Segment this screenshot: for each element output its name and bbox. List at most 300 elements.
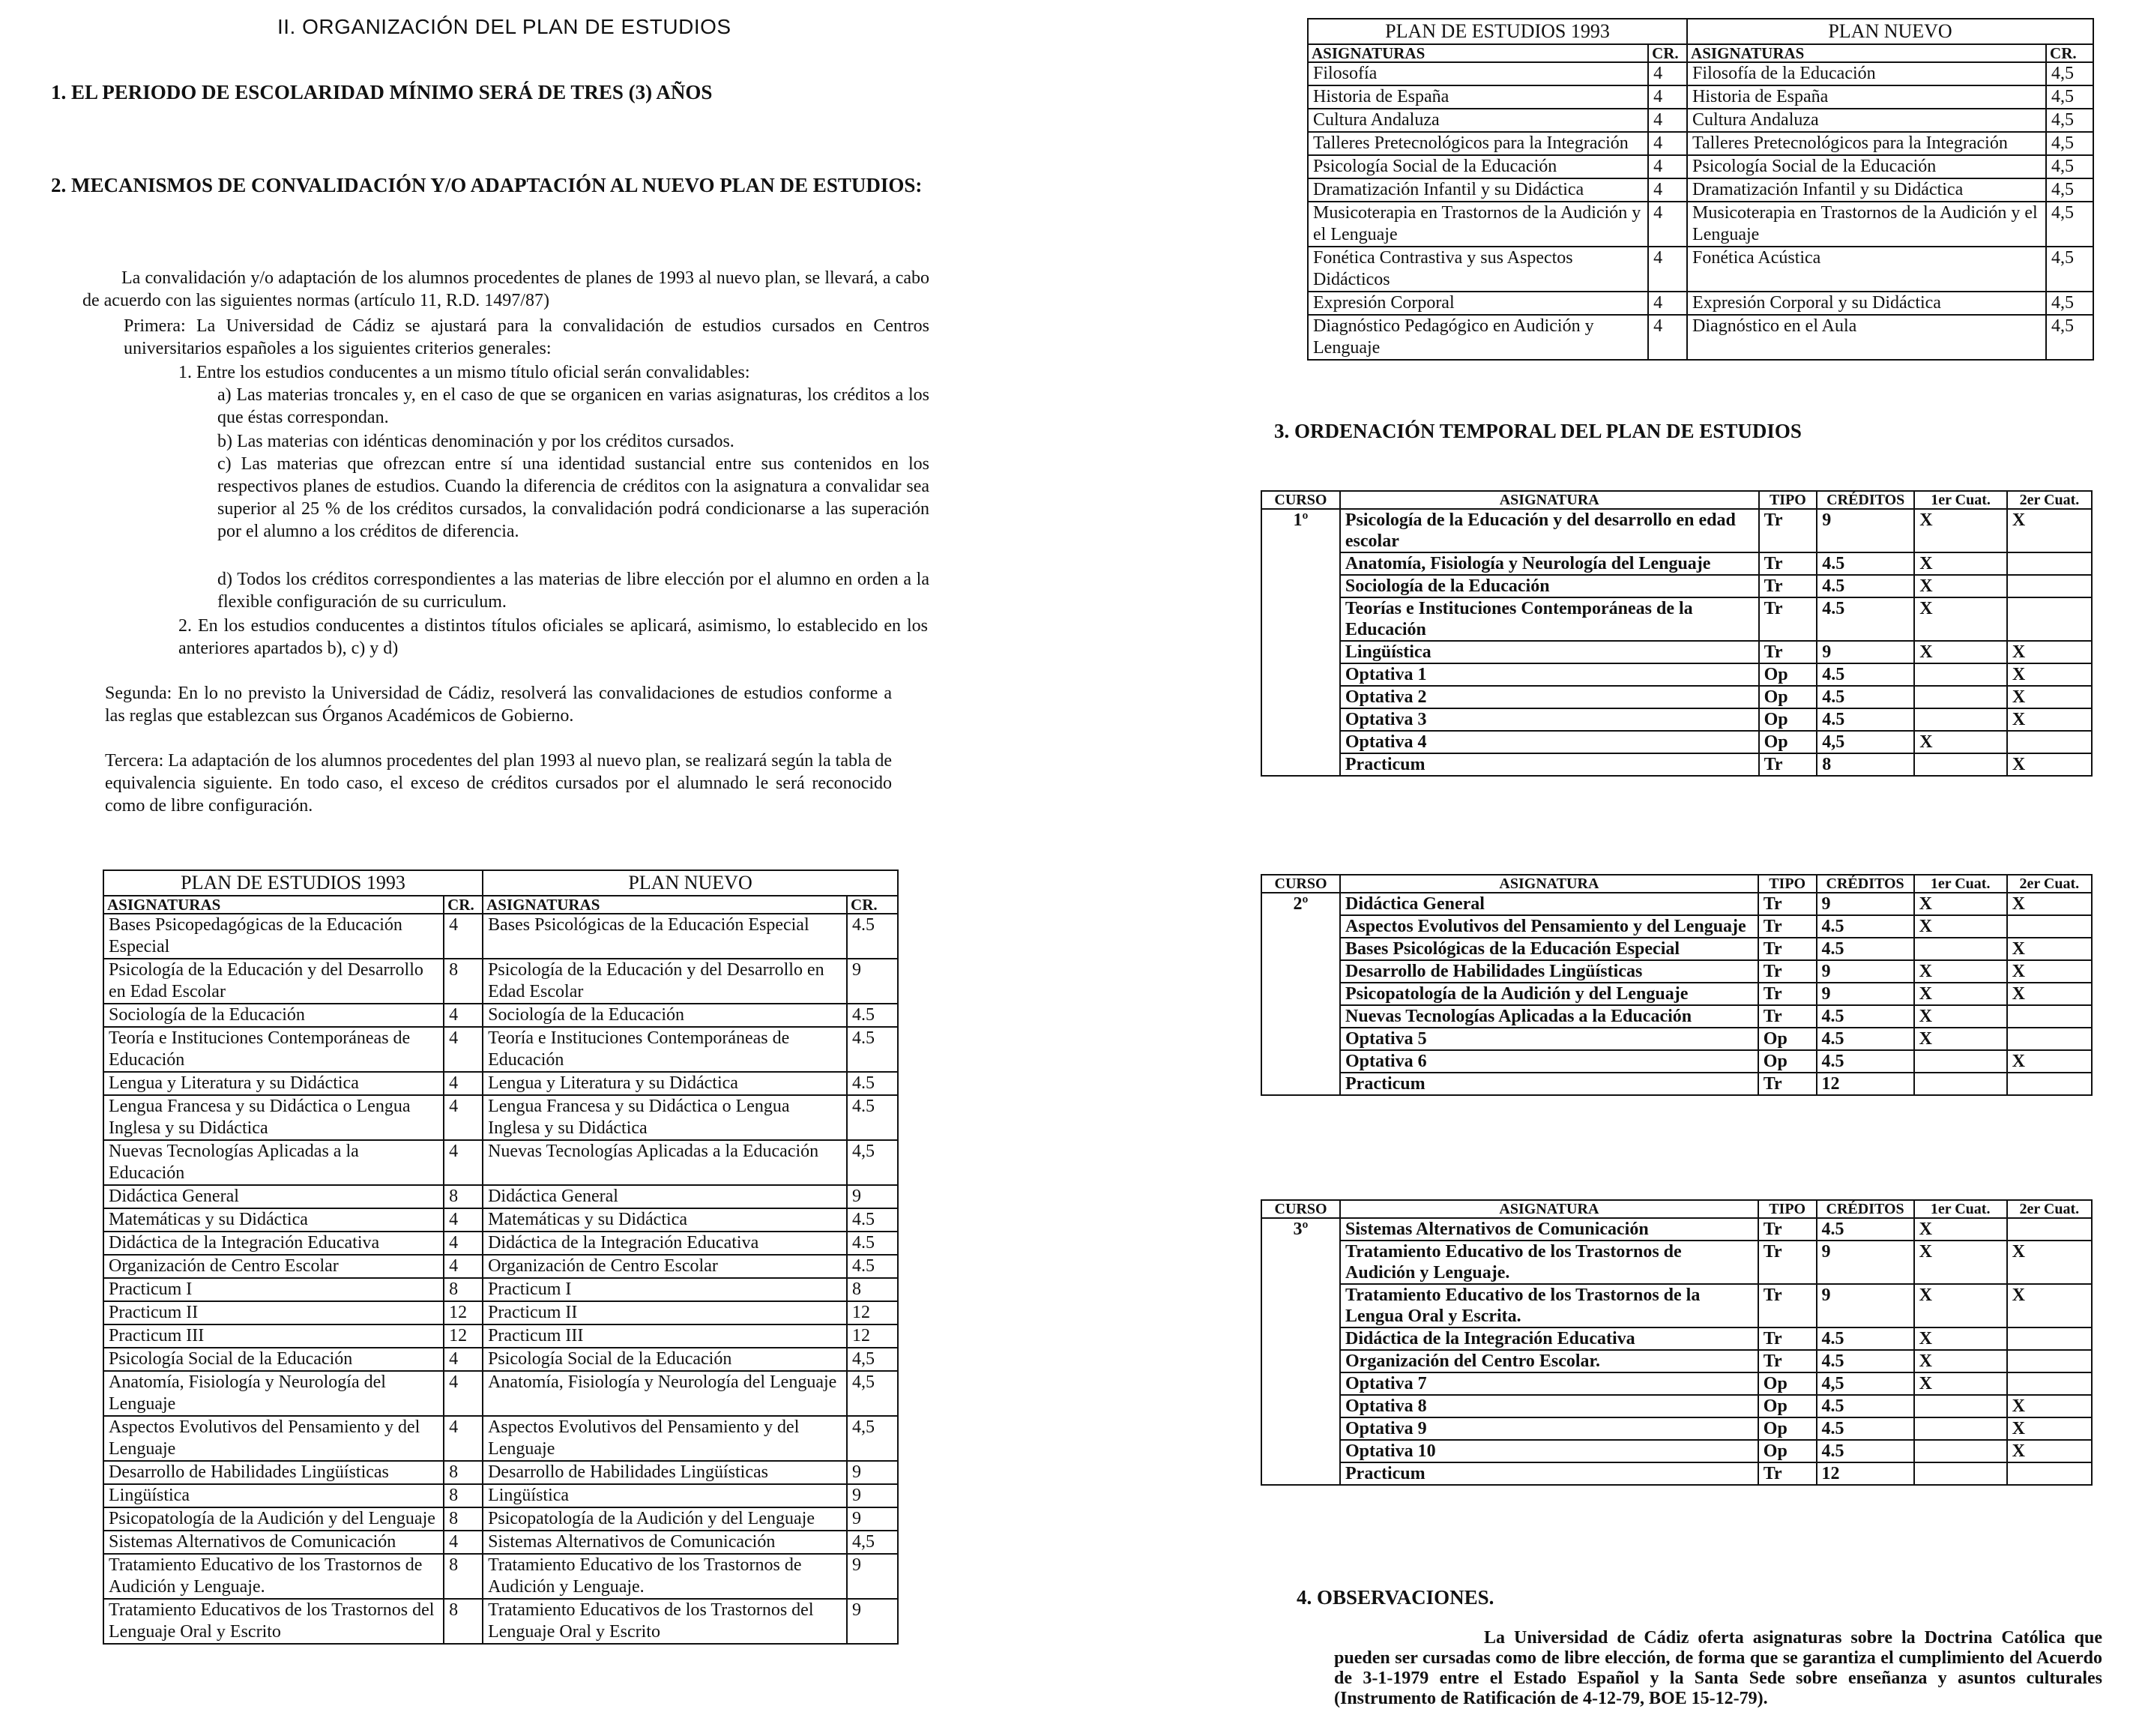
old-credits-cell: 4 (444, 1232, 483, 1255)
old-subject-cell: Historia de España (1308, 85, 1648, 109)
credits-cell: 4,5 (1817, 1372, 1914, 1395)
first-term-cell (1914, 753, 2007, 776)
schedule-row (1261, 663, 2092, 686)
old-credits-cell: 4 (1648, 178, 1687, 202)
new-credits-cell: 4,5 (2046, 109, 2093, 132)
second-term-cell (2007, 1350, 2092, 1372)
first-term-header: 1er Cuat. (1914, 491, 2007, 509)
table-row (103, 1255, 898, 1278)
new-credits-cell: 4.5 (847, 1095, 898, 1140)
schedule-row (1261, 1440, 2092, 1462)
subjects-header: ASIGNATURAS (483, 896, 847, 914)
new-subject-cell: Tratamiento Educativos de los Trastornos del Lenguaje Oral y Escrito (483, 1599, 847, 1644)
credits-header: CRÉDITOS (1817, 491, 1914, 509)
course-cell: 3º (1261, 1218, 1340, 1485)
subject-header: ASIGNATURA (1340, 1200, 1758, 1218)
new-credits-cell: 4,5 (847, 1371, 898, 1416)
credits-header: CRÉDITOS (1817, 875, 1914, 893)
old-credits-cell: 4 (1648, 202, 1687, 247)
new-credits-cell: 9 (847, 1507, 898, 1531)
old-credits-cell: 8 (444, 1507, 483, 1531)
table-row (1308, 247, 2093, 292)
subject-cell: Teorías e Instituciones Contemporáneas de la Educación (1340, 597, 1759, 641)
new-subject-cell: Lingüística (483, 1484, 847, 1507)
type-cell: Tr (1758, 1073, 1817, 1095)
schedule-row (1261, 893, 2092, 915)
credits-cell: 4.5 (1817, 915, 1914, 938)
norm-a: a) Las materias troncales y, en el caso de que se organicen en varias asignaturas, los créditos a los que éstas correspondan. (217, 385, 929, 427)
old-subject-cell: Diagnóstico Pedagógico en Audición y Lenguaje (1308, 315, 1648, 360)
schedule-row (1261, 1218, 2092, 1241)
new-subject-cell: Talleres Pretecnológicos para la Integración (1687, 132, 2046, 155)
new-subject-cell: Didáctica General (483, 1185, 847, 1208)
first-term-cell: X (1914, 1028, 2007, 1050)
section-3-title: 3. ORDENACIÓN TEMPORAL DEL PLAN DE ESTUDIOS (1274, 420, 1802, 442)
credits-cell: 4.5 (1817, 1327, 1914, 1350)
new-subject-cell: Sistemas Alternativos de Comunicación (483, 1531, 847, 1554)
second-term-cell: X (2007, 663, 2092, 686)
new-credits-cell: 4,5 (2046, 202, 2093, 247)
type-cell: Op (1759, 731, 1817, 753)
schedule-row (1261, 509, 2092, 552)
type-cell: Op (1759, 663, 1817, 686)
table-row (103, 1531, 898, 1554)
subject-cell: Desarrollo de Habilidades Lingüísticas (1340, 960, 1758, 983)
first-term-cell: X (1914, 1350, 2007, 1372)
type-cell: Tr (1759, 753, 1817, 776)
credits-header: CR. (847, 896, 898, 914)
schedule-row (1261, 641, 2092, 663)
type-cell: Tr (1759, 597, 1817, 641)
old-subject-cell: Anatomía, Fisiología y Neurología del Lenguaje (103, 1371, 444, 1416)
old-credits-cell: 4 (1648, 315, 1687, 360)
first-term-cell (1914, 1050, 2007, 1073)
table-row (1308, 85, 2093, 109)
norm-d: d) Todos los créditos correspondientes a las materias de libre elección por el alumno en orden a la flexible configuración de su curriculum. (217, 570, 929, 612)
new-subject-cell: Cultura Andaluza (1687, 109, 2046, 132)
new-credits-cell: 4,5 (2046, 85, 2093, 109)
second-term-cell (2007, 552, 2092, 575)
old-subject-cell: Tratamiento Educativo de los Trastornos de Audición y Lenguaje. (103, 1554, 444, 1599)
subject-cell: Optativa 10 (1340, 1440, 1758, 1462)
norm-1: 1. Entre los estudios conducentes a un mismo título oficial serán convalidables: (178, 363, 750, 382)
second-term-cell (2007, 1372, 2092, 1395)
new-credits-cell: 4.5 (847, 1255, 898, 1278)
type-cell: Op (1759, 686, 1817, 708)
first-term-cell: X (1914, 731, 2007, 753)
type-header: TIPO (1758, 1200, 1817, 1218)
type-cell: Tr (1758, 938, 1817, 960)
subject-cell: Anatomía, Fisiología y Neurología del Lenguaje (1340, 552, 1759, 575)
table-row (103, 1301, 898, 1324)
old-subject-cell: Practicum II (103, 1301, 444, 1324)
first-term-cell: X (1914, 1005, 2007, 1028)
new-subject-cell: Historia de España (1687, 85, 2046, 109)
old-subject-cell: Aspectos Evolutivos del Pensamiento y del Lenguaje (103, 1416, 444, 1461)
second-term-cell: X (2007, 960, 2092, 983)
type-cell: Op (1758, 1440, 1817, 1462)
second-term-cell: X (2007, 983, 2092, 1005)
section-2-title: 2. MECANISMOS DE CONVALIDACIÓN Y/O ADAPTACIÓN AL NUEVO PLAN DE ESTUDIOS: (51, 174, 923, 196)
type-cell: Tr (1758, 893, 1817, 915)
credits-cell: 4.5 (1817, 686, 1914, 708)
subject-cell: Practicum (1340, 1462, 1758, 1485)
table-row (103, 1208, 898, 1232)
first-term-cell: X (1914, 1327, 2007, 1350)
schedule-row (1261, 1005, 2092, 1028)
equivalence-table-left (103, 869, 899, 1645)
old-subject-cell: Lengua y Literatura y su Didáctica (103, 1072, 444, 1095)
type-header: TIPO (1759, 491, 1817, 509)
schedule-row (1261, 938, 2092, 960)
old-credits-cell: 4 (444, 1531, 483, 1554)
old-subject-cell: Nuevas Tecnologías Aplicadas a la Educación (103, 1140, 444, 1185)
schedule-row (1261, 1327, 2092, 1350)
type-cell: Tr (1758, 983, 1817, 1005)
schedule-row (1261, 983, 2092, 1005)
first-term-cell: X (1914, 915, 2007, 938)
first-term-cell: X (1914, 641, 2007, 663)
schedule-row (1261, 1417, 2092, 1440)
table-row (103, 1554, 898, 1599)
new-subject-cell: Bases Psicológicas de la Educación Especial (483, 914, 847, 959)
table-row (1308, 132, 2093, 155)
second-term-header: 2er Cuat. (2007, 875, 2092, 893)
credits-header: CRÉDITOS (1817, 1200, 1914, 1218)
new-subject-cell: Desarrollo de Habilidades Lingüísticas (483, 1461, 847, 1484)
schedule-row (1261, 1284, 2092, 1327)
first-term-cell: X (1914, 575, 2007, 597)
subject-cell: Psicología de la Educación y del desarrollo en edad escolar (1340, 509, 1759, 552)
new-subject-cell: Psicología Social de la Educación (1687, 155, 2046, 178)
first-term-cell: X (1914, 1218, 2007, 1241)
new-credits-cell: 9 (847, 1599, 898, 1644)
credits-cell: 9 (1817, 960, 1914, 983)
first-term-cell (1914, 1417, 2007, 1440)
table-row (103, 1348, 898, 1371)
type-cell: Tr (1758, 1350, 1817, 1372)
old-credits-cell: 4 (444, 1095, 483, 1140)
subject-cell: Nuevas Tecnologías Aplicadas a la Educación (1340, 1005, 1758, 1028)
table-row (103, 1507, 898, 1531)
table-row (1308, 178, 2093, 202)
subject-cell: Optativa 5 (1340, 1028, 1758, 1050)
table-row (103, 1461, 898, 1484)
first-term-header: 1er Cuat. (1914, 1200, 2007, 1218)
schedule-row (1261, 1350, 2092, 1372)
norm-b: b) Las materias con idénticas denominación y por los créditos cursados. (217, 432, 734, 451)
credits-header: CR. (2046, 44, 2093, 62)
credits-cell: 4.5 (1817, 1005, 1914, 1028)
type-cell: Tr (1758, 1327, 1817, 1350)
subjects-header: ASIGNATURAS (103, 896, 444, 914)
table-row (103, 1278, 898, 1301)
subject-cell: Psicopatología de la Audición y del Lenguaje (1340, 983, 1758, 1005)
new-subject-cell: Lengua y Literatura y su Didáctica (483, 1072, 847, 1095)
schedule-row (1261, 686, 2092, 708)
new-subject-cell: Psicología Social de la Educación (483, 1348, 847, 1371)
second-term-cell (2007, 1218, 2092, 1241)
type-cell: Op (1758, 1028, 1817, 1050)
type-cell: Op (1758, 1050, 1817, 1073)
new-credits-cell: 4,5 (847, 1140, 898, 1185)
table-row (1308, 315, 2093, 360)
type-cell: Tr (1759, 641, 1817, 663)
section-1-title: 1. EL PERIODO DE ESCOLARIDAD MÍNIMO SERÁ DE TRES (3) AÑOS (51, 81, 713, 103)
subject-cell: Optativa 6 (1340, 1050, 1758, 1073)
first-term-cell (1914, 1073, 2007, 1095)
subject-cell: Practicum (1340, 1073, 1758, 1095)
schedule-row (1261, 1050, 2092, 1073)
new-subject-cell: Tratamiento Educativo de los Trastornos de Audición y Lenguaje. (483, 1554, 847, 1599)
subject-cell: Optativa 9 (1340, 1417, 1758, 1440)
segunda-paragraph: Segunda: En lo no previsto la Universidad de Cádiz, resolverá las convalidaciones de estudios conforme a las reglas que establezcan sus Órganos Académicos de Gobierno. (105, 684, 892, 726)
first-term-cell: X (1914, 983, 2007, 1005)
second-term-cell (2007, 1028, 2092, 1050)
new-subject-cell: Fonética Acústica (1687, 247, 2046, 292)
old-subject-cell: Psicología Social de la Educación (103, 1348, 444, 1371)
subject-cell: Optativa 3 (1340, 708, 1759, 731)
subject-cell: Optativa 7 (1340, 1372, 1758, 1395)
credits-header: CR. (444, 896, 483, 914)
schedule-table (1261, 1199, 2093, 1486)
schedule-row (1261, 753, 2092, 776)
new-subject-cell: Teoría e Instituciones Contemporáneas de Educación (483, 1027, 847, 1072)
second-term-cell: X (2007, 509, 2092, 552)
subject-header: ASIGNATURA (1340, 875, 1758, 893)
old-subject-cell: Musicoterapia en Trastornos de la Audición y el Lenguaje (1308, 202, 1648, 247)
old-credits-cell: 4 (444, 1255, 483, 1278)
credits-cell: 9 (1817, 983, 1914, 1005)
old-subject-cell: Practicum III (103, 1324, 444, 1348)
old-credits-cell: 12 (444, 1301, 483, 1324)
table-row (1308, 109, 2093, 132)
table-row (103, 1140, 898, 1185)
second-term-header: 2er Cuat. (2007, 491, 2092, 509)
new-subject-cell: Filosofía de la Educación (1687, 62, 2046, 85)
subject-cell: Sociología de la Educación (1340, 575, 1759, 597)
credits-cell: 4.5 (1817, 1417, 1914, 1440)
subject-cell: Tratamiento Educativo de los Trastornos de la Lengua Oral y Escrita. (1340, 1284, 1758, 1327)
credits-cell: 4.5 (1817, 552, 1914, 575)
schedule-row (1261, 1073, 2092, 1095)
old-credits-cell: 8 (444, 1554, 483, 1599)
old-credits-cell: 4 (1648, 155, 1687, 178)
credits-cell: 9 (1817, 1284, 1914, 1327)
table-row (1308, 155, 2093, 178)
type-cell: Tr (1758, 1284, 1817, 1327)
old-subject-cell: Psicopatología de la Audición y del Lenguaje (103, 1507, 444, 1531)
old-credits-cell: 4 (444, 1027, 483, 1072)
second-term-cell: X (2007, 1395, 2092, 1417)
credits-cell: 4.5 (1817, 575, 1914, 597)
new-subject-cell: Lengua Francesa y su Didáctica o Lengua Inglesa y su Didáctica (483, 1095, 847, 1140)
subject-cell: Optativa 1 (1340, 663, 1759, 686)
new-subject-cell: Organización de Centro Escolar (483, 1255, 847, 1278)
new-credits-cell: 4,5 (2046, 292, 2093, 315)
type-cell: Op (1758, 1395, 1817, 1417)
old-credits-cell: 4 (444, 1416, 483, 1461)
credits-cell: 4.5 (1817, 663, 1914, 686)
credits-cell: 4.5 (1817, 938, 1914, 960)
norm-2: 2. En los estudios conducentes a distintos títulos oficiales se aplicará, asimismo, lo establecido en los anteriores apartados b), c) y d) (178, 616, 928, 658)
new-plan-header: PLAN NUEVO (1687, 19, 2093, 44)
type-cell: Tr (1758, 915, 1817, 938)
schedule-row (1261, 1028, 2092, 1050)
old-credits-cell: 4 (444, 1208, 483, 1232)
new-credits-cell: 4,5 (847, 1531, 898, 1554)
old-plan-header: PLAN DE ESTUDIOS 1993 (1308, 19, 1687, 44)
second-term-cell (2007, 1005, 2092, 1028)
subject-cell: Practicum (1340, 753, 1759, 776)
schedule-row (1261, 960, 2092, 983)
old-subject-cell: Expresión Corporal (1308, 292, 1648, 315)
old-credits-cell: 4 (444, 1004, 483, 1027)
course-header: CURSO (1261, 1200, 1340, 1218)
new-credits-cell: 4,5 (2046, 132, 2093, 155)
first-term-cell: X (1914, 552, 2007, 575)
course-header: CURSO (1261, 875, 1340, 893)
second-term-cell: X (2007, 641, 2092, 663)
type-header: TIPO (1758, 875, 1817, 893)
type-cell: Tr (1758, 960, 1817, 983)
schedule-row (1261, 915, 2092, 938)
subject-cell: Organización del Centro Escolar. (1340, 1350, 1758, 1372)
new-credits-cell: 4,5 (847, 1416, 898, 1461)
equivalence-table-right (1307, 18, 2094, 361)
schedule-row (1261, 1241, 2092, 1284)
table-row (103, 1185, 898, 1208)
second-term-cell (2007, 575, 2092, 597)
old-credits-cell: 8 (444, 1599, 483, 1644)
subjects-header: ASIGNATURAS (1687, 44, 2046, 62)
second-term-cell (2007, 731, 2092, 753)
credits-cell: 12 (1817, 1073, 1914, 1095)
old-credits-cell: 4 (1648, 292, 1687, 315)
type-cell: Tr (1759, 509, 1817, 552)
table-row (1308, 292, 2093, 315)
credits-header: CR. (1648, 44, 1687, 62)
credits-cell: 9 (1817, 1241, 1914, 1284)
subject-cell: Sistemas Alternativos de Comunicación (1340, 1218, 1758, 1241)
old-credits-cell: 8 (444, 959, 483, 1004)
old-subject-cell: Lengua Francesa y su Didáctica o Lengua Inglesa y su Didáctica (103, 1095, 444, 1140)
left-page (0, 0, 1072, 1736)
second-term-cell (2007, 1073, 2092, 1095)
credits-cell: 4,5 (1817, 731, 1914, 753)
new-credits-cell: 4.5 (847, 1027, 898, 1072)
first-term-cell (1914, 663, 2007, 686)
old-credits-cell: 4 (444, 1072, 483, 1095)
schedule-table (1261, 490, 2093, 777)
schedule-row (1261, 708, 2092, 731)
new-credits-cell: 4,5 (2046, 247, 2093, 292)
new-subject-cell: Diagnóstico en el Aula (1687, 315, 2046, 360)
subject-cell: Tratamiento Educativo de los Trastornos de Audición y Lenguaje. (1340, 1241, 1758, 1284)
credits-cell: 12 (1817, 1462, 1914, 1485)
credits-cell: 4.5 (1817, 597, 1914, 641)
tercera-paragraph: Tercera: La adaptación de los alumnos procedentes del plan 1993 al nuevo plan, se realizará según la tabla de equivalencia siguiente. En todo caso, el exceso de créditos cursados por el alumnado le será reconocido como de libre configuración. (105, 751, 892, 816)
new-subject-cell: Psicopatología de la Audición y del Lenguaje (483, 1507, 847, 1531)
old-subject-cell: Desarrollo de Habilidades Lingüísticas (103, 1461, 444, 1484)
old-subject-cell: Didáctica General (103, 1185, 444, 1208)
old-subject-cell: Fonética Contrastiva y sus Aspectos Didácticos (1308, 247, 1648, 292)
subject-cell: Optativa 4 (1340, 731, 1759, 753)
old-credits-cell: 4 (444, 914, 483, 959)
table-row (103, 959, 898, 1004)
credits-cell: 4.5 (1817, 1218, 1914, 1241)
first-term-cell (1914, 1462, 2007, 1485)
second-term-cell (2007, 1327, 2092, 1350)
old-subject-cell: Organización de Centro Escolar (103, 1255, 444, 1278)
old-credits-cell: 8 (444, 1185, 483, 1208)
old-credits-cell: 4 (444, 1140, 483, 1185)
second-term-cell (2007, 915, 2092, 938)
new-credits-cell: 4,5 (2046, 315, 2093, 360)
table-row (103, 1599, 898, 1644)
table-row (103, 1324, 898, 1348)
old-subject-cell: Bases Psicopedagógicas de la Educación Especial (103, 914, 444, 959)
subjects-header: ASIGNATURAS (1308, 44, 1648, 62)
old-credits-cell: 4 (1648, 85, 1687, 109)
schedule-row (1261, 575, 2092, 597)
new-credits-cell: 12 (847, 1301, 898, 1324)
second-term-cell: X (2007, 1241, 2092, 1284)
course-cell: 1º (1261, 509, 1340, 776)
old-subject-cell: Tratamiento Educativos de los Trastornos del Lenguaje Oral y Escrito (103, 1599, 444, 1644)
first-term-header: 1er Cuat. (1914, 875, 2007, 893)
credits-cell: 4.5 (1817, 1350, 1914, 1372)
second-term-cell (2007, 597, 2092, 641)
credits-cell: 4.5 (1817, 1395, 1914, 1417)
second-term-header: 2er Cuat. (2007, 1200, 2092, 1218)
first-term-cell: X (1914, 509, 2007, 552)
new-subject-cell: Practicum I (483, 1278, 847, 1301)
new-subject-cell: Practicum III (483, 1324, 847, 1348)
table-row (1308, 62, 2093, 85)
old-credits-cell: 4 (1648, 109, 1687, 132)
second-term-cell: X (2007, 1440, 2092, 1462)
type-cell: Op (1759, 708, 1817, 731)
second-term-cell: X (2007, 893, 2092, 915)
new-plan-header: PLAN NUEVO (483, 870, 898, 896)
schedule-row (1261, 597, 2092, 641)
new-credits-cell: 9 (847, 1554, 898, 1599)
new-subject-cell: Anatomía, Fisiología y Neurología del Lenguaje (483, 1371, 847, 1416)
table-row (103, 1484, 898, 1507)
schedule-row (1261, 731, 2092, 753)
first-term-cell (1914, 686, 2007, 708)
new-credits-cell: 4.5 (847, 1208, 898, 1232)
new-credits-cell: 4.5 (847, 1072, 898, 1095)
old-subject-cell: Matemáticas y su Didáctica (103, 1208, 444, 1232)
first-term-cell: X (1914, 893, 2007, 915)
old-plan-header: PLAN DE ESTUDIOS 1993 (103, 870, 483, 896)
credits-cell: 4.5 (1817, 1050, 1914, 1073)
old-subject-cell: Sistemas Alternativos de Comunicación (103, 1531, 444, 1554)
subject-cell: Optativa 8 (1340, 1395, 1758, 1417)
old-credits-cell: 4 (1648, 132, 1687, 155)
new-credits-cell: 4,5 (2046, 62, 2093, 85)
new-subject-cell: Practicum II (483, 1301, 847, 1324)
second-term-cell: X (2007, 1284, 2092, 1327)
table-row (103, 1416, 898, 1461)
table-row (103, 1371, 898, 1416)
type-cell: Op (1758, 1372, 1817, 1395)
new-subject-cell: Aspectos Evolutivos del Pensamiento y del Lenguaje (483, 1416, 847, 1461)
first-term-cell: X (1914, 1372, 2007, 1395)
old-subject-cell: Didáctica de la Integración Educativa (103, 1232, 444, 1255)
